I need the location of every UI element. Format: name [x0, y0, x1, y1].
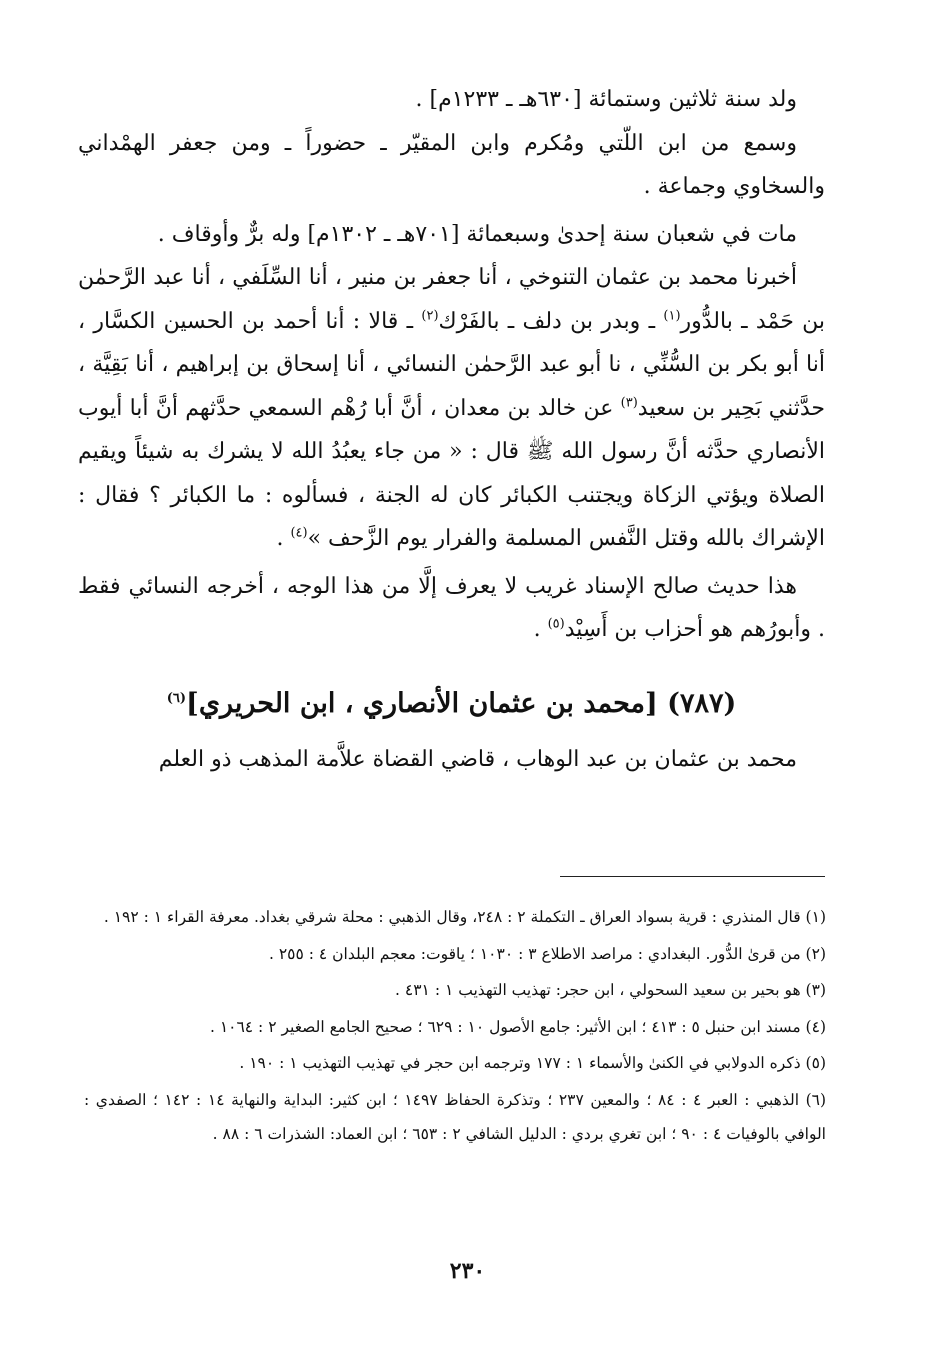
entry-first-line: محمد بن عثمان بن عبد الوهاب ، قاضي القضاة علاَّمة المذهب ذو العلم [158, 746, 797, 772]
footnote-ref-2: (٢) [421, 308, 439, 324]
footnote-separator [560, 876, 825, 877]
footnote-1: (١) قال المنذري : قرية بسواد العراق ـ التكملة ٢ : ٢٤٨، وقال الذهبي : محلة شرقي بغداد. معرفة القراء ١ : ١٩٢ . [103, 908, 826, 926]
footnote-3: (٣) هو بحير بن سعيد السحولي ، ابن حجر: تهذيب التهذيب ١ : ٤٣١ . [395, 981, 826, 999]
entry-heading [78, 680, 825, 728]
footnotes [84, 900, 826, 1154]
footnote-6: (٦) الذهبي : العبر ٤ : ٨٤ ؛ والمعين ٢٣٧ ؛ وتذكرة الحفاظ ١٤٩٧ ؛ ابن كثير: البداية والنهاية ١٤ : ١٤٢ ؛ الصفدي : الوافي بالوفيات ٤ : ٩٠ ؛ ابن تغري بردي : الدليل الشافي ٢ : ٦٥٣ ؛ ابن العماد: الشذرات ٦ : ٨٨ . [84, 1090, 827, 1143]
footnote-4: (٤) مسند ابن حنبل ٥ : ٤١٣ ؛ ابن الأثير: جامع الأصول ١٠ : ٦٢٩ ؛ صحيح الجامع الصغير ٢ : ١٠٦٤ . [209, 1017, 826, 1036]
paragraph-death: مات في شعبان سنة إحدىٰ وسبعمائة [٧٠١هـ ـ ١٣٠٢م] وله برٌّ وأوقاف . [157, 221, 797, 247]
paragraph-grading [78, 565, 825, 652]
footnote-ref-4: (٤) [290, 525, 308, 541]
hadith-text-part-4: عن خالد بن معدان ، أنَّ أبا رُهْم السمعي حدَّثهم أنَّ أبا أيوب الأنصاري حدَّثه أنَّ رسول الله ﷺ قال : « من جاء يعبُدُ الله لا يشرك به شيئاً ويقيم الصلاة ويؤتي الزكاة ويجتنب الكبائر كان له الجنة ، فسألوه : ما الكبائر ؟ فقال : الإشراك بالله وقتل النَّفس المسلمة والفرار يوم الزَّحف » [78, 395, 825, 551]
footnote-ref-3: (٣) [620, 395, 638, 411]
entry-heading-text: (٧٨٧) [محمد بن عثمان الأنصاري ، ابن الحريري] [186, 687, 737, 719]
hadith-text-part-2: ـ وبدر بن دلف ـ بالفَرْك [438, 308, 664, 334]
paragraph-teachers: وسمع من ابن اللّتي ومُكرم وابن المقيّر ـ حضوراً ـ ومن جعفر الهمْداني والسخاوي وجماعة . [78, 130, 825, 199]
grading-text-part-2: . [533, 617, 548, 642]
hadith-text-part-3: ـ قالا : أنا أحمد بن الحسين الكسَّار ، أنا أبو بكر بن السُّنِّي ، نا أبو عبد الرَّحمٰن النسائي ، أنا إسحاق بن إبراهيم ، أنا بَقِيَّة ، حدَّثني بَحِير بن سعيد [78, 308, 826, 421]
main-text [78, 78, 825, 781]
footnote-2: (٢) من قرىٰ الدُّور. البغدادي : مراصد الاطلاع ٣ : ١٠٣٠ ؛ ياقوت: معجم البلدان ٤ : ٢٥٥ . [269, 944, 826, 963]
hadith-text-part-5: . [276, 526, 291, 551]
paragraph-birth: ولد سنة ثلاثين وستمائة [٦٣٠هـ ـ ١٢٣٣م] . [415, 87, 797, 112]
footnote-5: (٥) ذكره الدولابي في الكنىٰ والأسماء ١ : ١٧٧ وترجمه ابن حجر في تهذيب التهذيب ١ : ١٩٠ . [239, 1054, 826, 1072]
footnote-ref-6: (٦) [166, 690, 187, 706]
page-number: ٢٣٠ [449, 1258, 486, 1284]
hadith-text-part-1: أخبرنا محمد بن عثمان التنوخي ، أنا جعفر بن منير ، أنا السِّلَفي ، أنا عبد الرَّحمٰن بن حَمْد ـ بالدُّور [78, 265, 825, 334]
paragraph-hadith [78, 256, 825, 561]
footnote-ref-5: (٥) [547, 616, 565, 632]
footnote-ref-1: (١) [663, 308, 681, 324]
grading-text-part-1: هذا حديث صالح الإسناد غريب لا يعرف إلَّا من هذا الوجه ، أخرجه النسائي فقط . وأبورُهم هو أحزاب بن أَسِيْد [78, 573, 825, 642]
